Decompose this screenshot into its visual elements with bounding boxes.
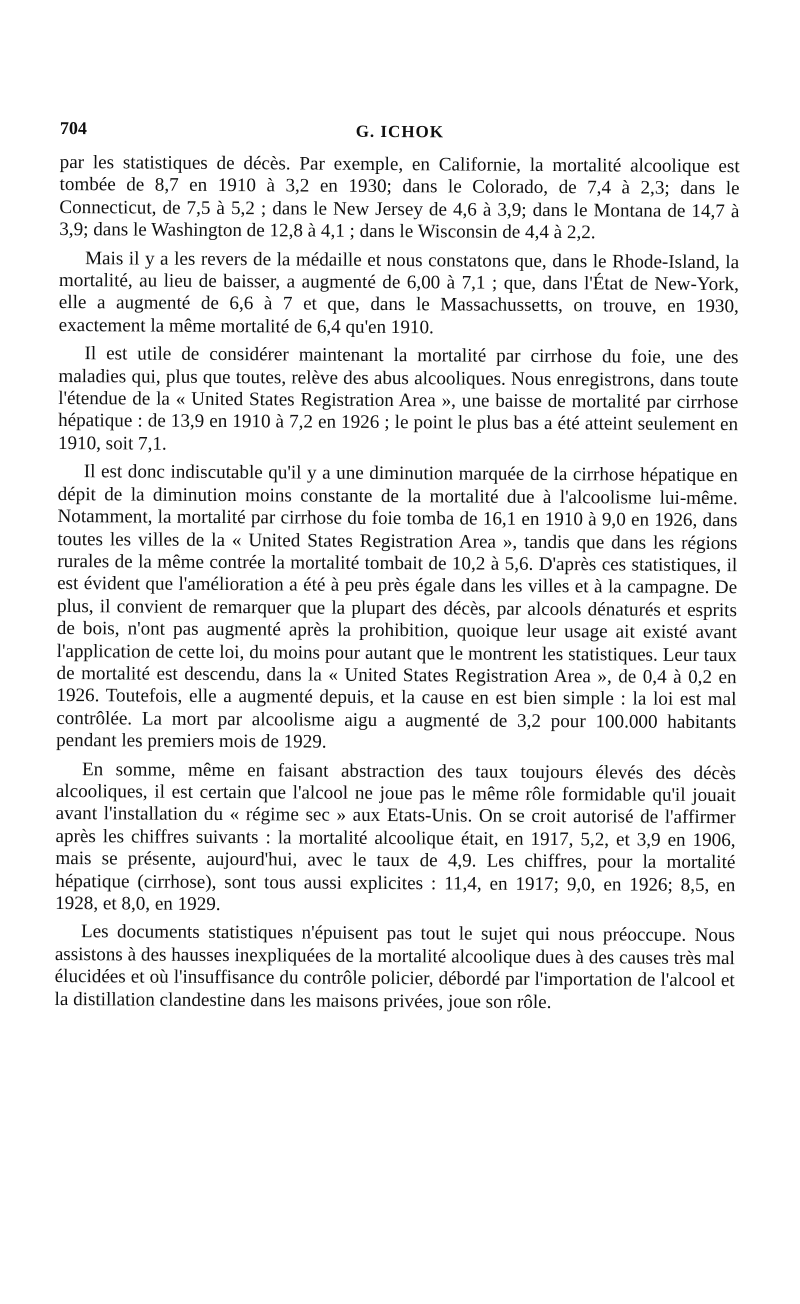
body-text bbox=[55, 152, 740, 1015]
page-number: 704 bbox=[59, 117, 87, 139]
paragraph-3: Il est utile de considérer maintenant la mortalité par cirrhose du foie, une des maladies qui, plus que toutes, relève des abus alcooliques. Nous enregistrons, dans toute l'étendue de la « United States Registration Area », une baisse de mortalité par cirrhose hépatique : de 13,9 en 1910 à 7,2 en 1926 ; le point le plus bas a été atteint seulement en 1910, soit 7,1. bbox=[57, 343, 739, 455]
paragraph-6: Les documents statistiques n'épuisent pas tout le sujet qui nous préoccupe. Nous assistons à des hausses inexpliquées de la mortalité alcoolique dues à des causes très mal élucidées et où l'insuffisance du contrôle policier, débordé par l'importation de l'alcool et la distillation clandestine dans les maisons privées, joue son rôle. bbox=[54, 921, 736, 1013]
page-header bbox=[60, 112, 740, 156]
document-page bbox=[54, 112, 740, 1021]
running-head: G. ICHOK bbox=[355, 121, 445, 142]
paragraph-1: par les statistiques de décès. Par exemple, en Californie, la mortalité alcoolique est tombée de 8,7 en 1910 à 3,2 en 1930; dans le Colorado, de 7,4 à 2,3; dans le Connecticut, de 7,5 à 5,2 ; dans le New Jersey de 4,6 à 3,9; dans le Montana de 14,7 à 3,9; dans le Washington de 12,8 à 4,1 ; dans le Wisconsin de 4,4 à 2,2. bbox=[59, 151, 740, 244]
paragraph-5: En somme, même en faisant abstraction des taux toujours élevés des décès alcooliques, il est certain que l'alcool ne joue pas le même rôle formidable qu'il jouait avant l'installation du « régime sec » aux Etats-Unis. On se croit autorisé de l'affirmer après les chiffres suivants : la mortalité alcoolique était, en 1917, 5,2, et 3,9 en 1906, mais se présente, aujourd'hui, avec le taux de 4,9. Les chiffres, pour la mortalité hépatique (cirrhose), sont tous aussi explicites : 11,4, en 1917; 9,0, en 1926; 8,5, en 1928, et 8,0, en 1929. bbox=[55, 758, 737, 915]
paragraph-2: Mais il y a les revers de la médaille et nous constatons que, dans le Rhode-Island, la mortalité, au lieu de baisser, a augmenté de 6,00 à 7,1 ; que, dans l'État de New-York, elle a augmenté de 6,6 à 7 et que, dans le Massachussetts, on trouve, en 1930, exactement la même mortalité de 6,4 qu'en 1910. bbox=[58, 247, 740, 339]
paragraph-4: Il est donc indiscutable qu'il y a une diminution marquée de la cirrhose hépatique en dépit de la diminution moins constante de la mortalité due à l'alcoolisme lui-même. Notamment, la mortalité par cirrhose du foie tomba de 16,1 en 1910 à 9,0 en 1926, dans toutes les villes de la « United States Registration Area », tandis que dans les régions rurales de la même contrée la mortalité tombait de 10,2 à 5,6. D'après ces statistiques, il est évident que l'amélioration a été à peu près égale dans les villes et à la campagne. De plus, il convient de remarquer que la plupart des décès, par alcools dénaturés et esprits de bois, n'ont pas augmenté après la prohibition, quoique leur usage ait existé avant l'application de cette loi, du moins pour autant que le montrent les statistiques. Leur taux de mortalité est descendu, dans la « United States Registration Area », de 0,4 à 0,2 en 1926. Toutefois, elle a augmenté depuis, et la cause en est bien simple : la loi est mal contrôlée. La mort par alcoolisme aigu a augmenté de 3,2 pour 100.000 habitants pendant les premiers mois de 1929. bbox=[56, 461, 738, 753]
